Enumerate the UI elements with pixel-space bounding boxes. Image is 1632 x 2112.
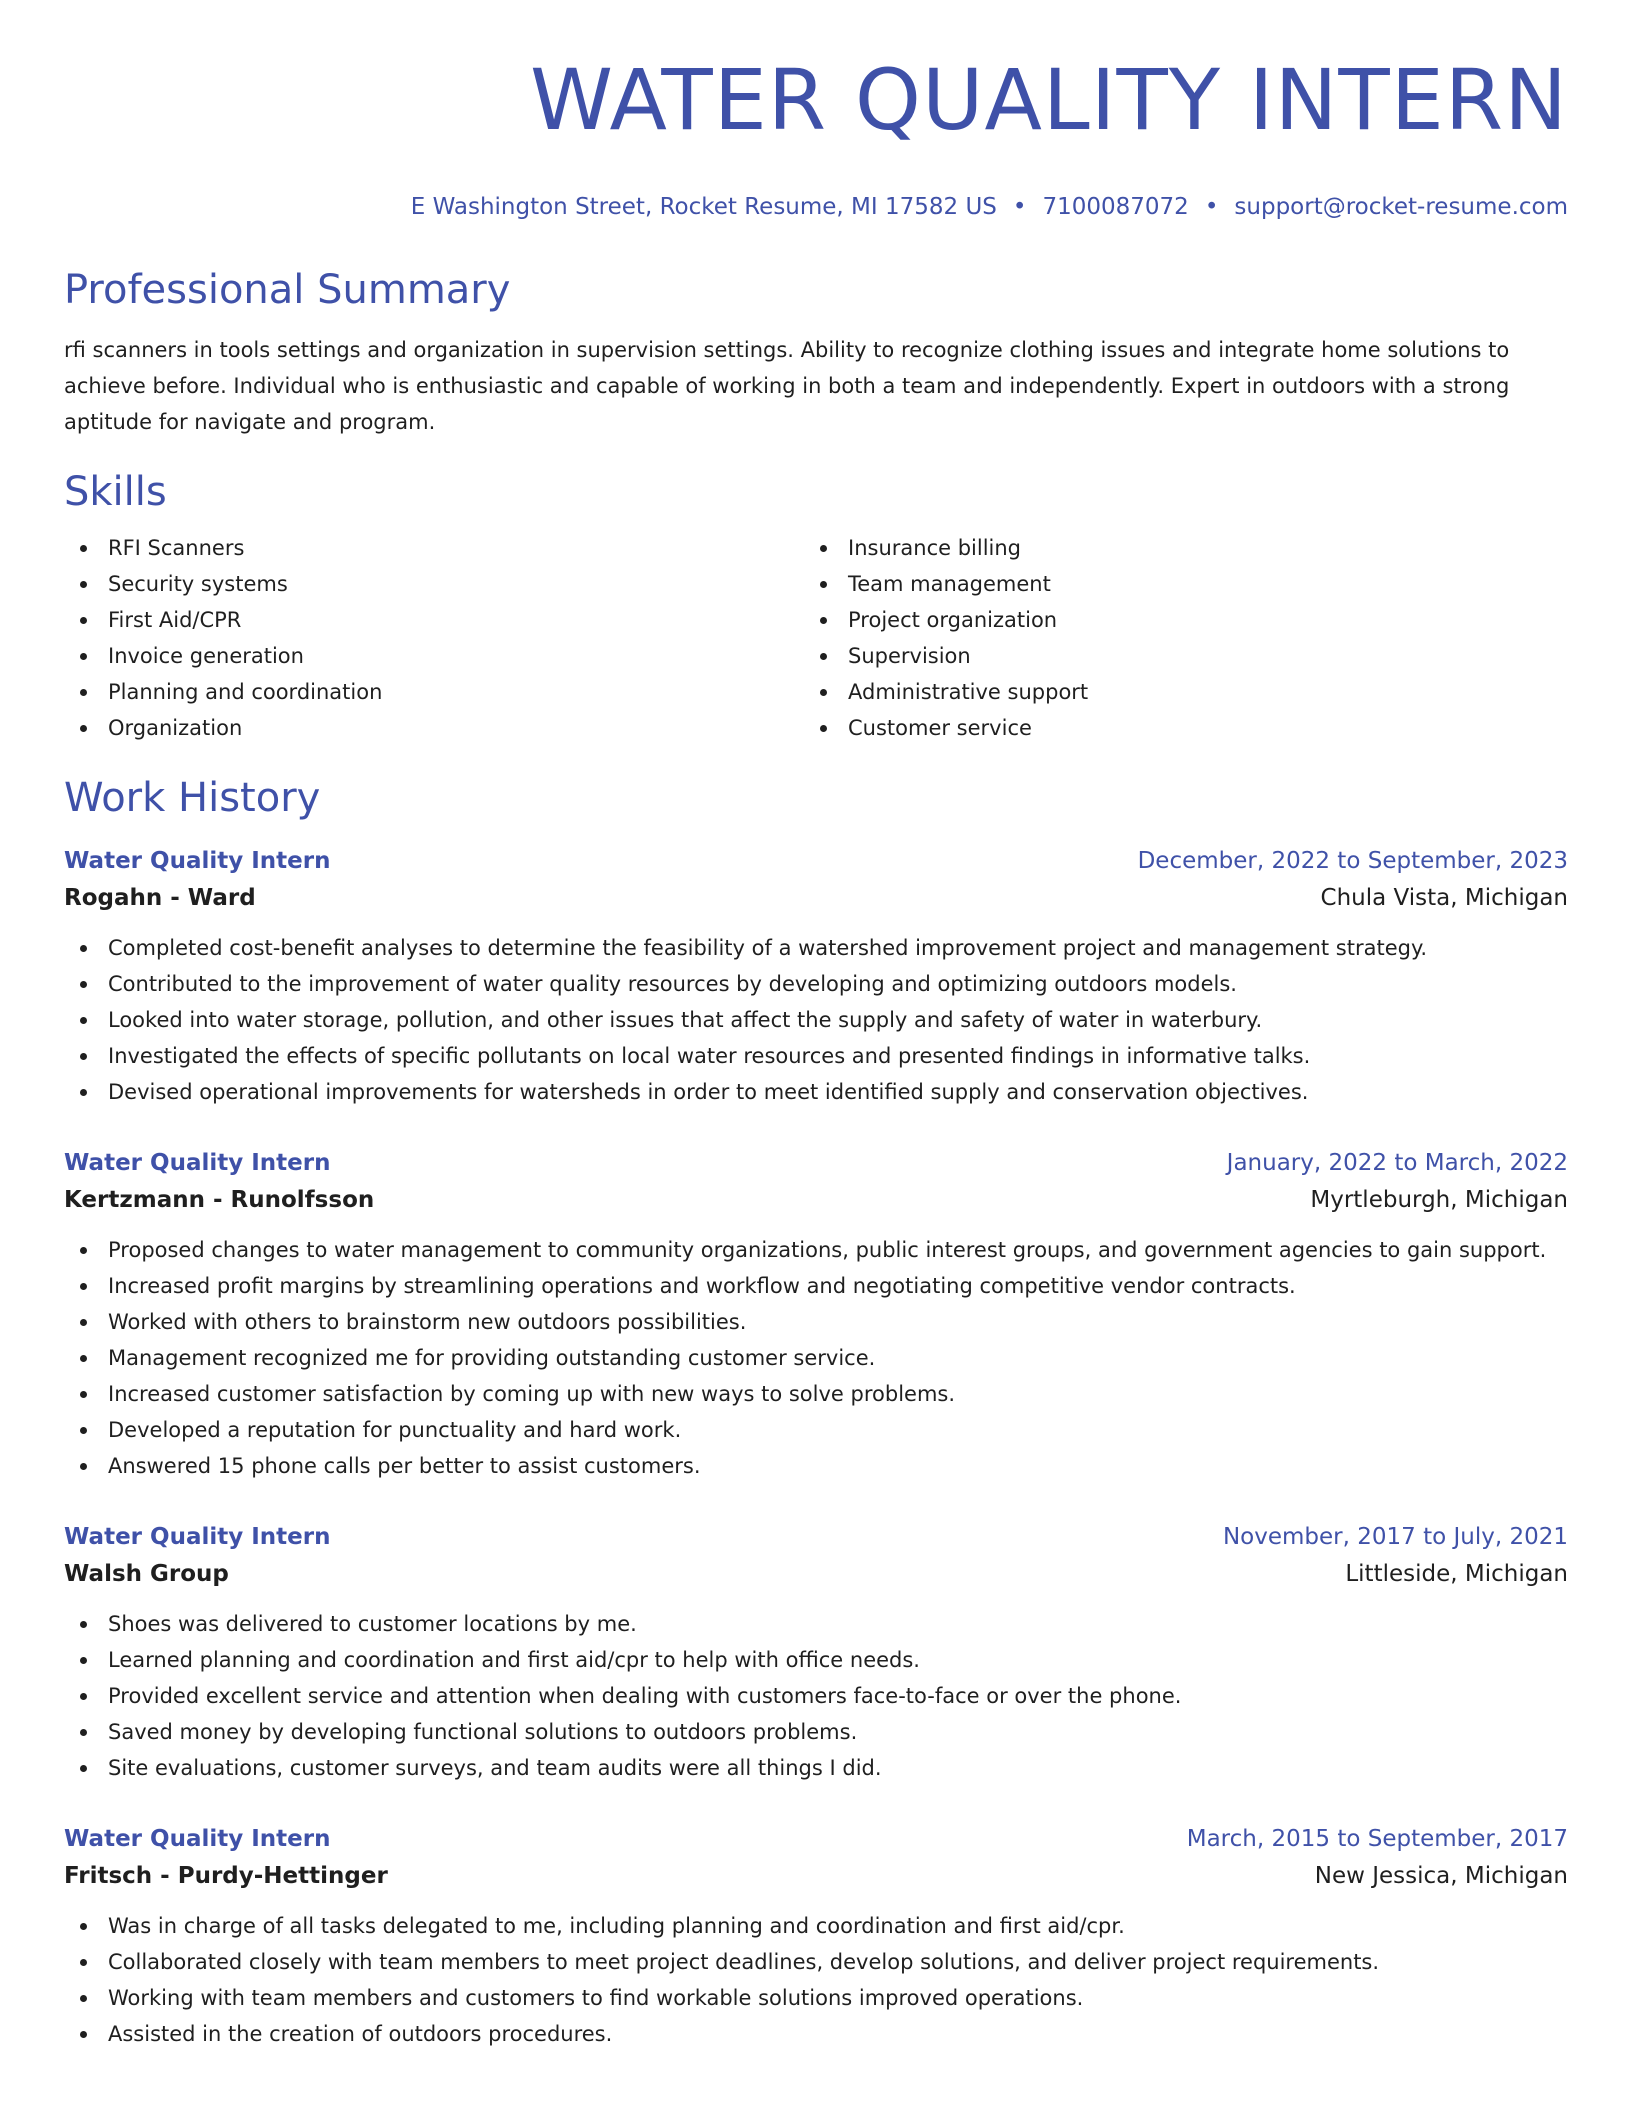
job-title: Water Quality Intern [64, 1826, 331, 1852]
job-location: Chula Vista, Michigan [1320, 885, 1568, 911]
job-company: Rogahn - Ward [64, 885, 256, 911]
contact-phone: 7100087072 [1042, 194, 1189, 220]
job-title: Water Quality Intern [64, 848, 331, 874]
job-bullet: Investigated the effects of specific pollutants on local water resources and presented findings in informative talks. [64, 1038, 1568, 1074]
job-dates: December, 2022 to September, 2023 [1137, 848, 1568, 874]
skill-item: First Aid/CPR [64, 602, 804, 638]
contact-line [64, 192, 1568, 222]
job-bullet: Collaborated closely with team members to meet project deadlines, develop solutions, and deliver project requirements. [64, 1944, 1568, 1980]
job-bullets [64, 930, 1568, 1110]
contact-address: E Washington Street, Rocket Resume, MI 17582 US [410, 194, 997, 220]
job-dates: January, 2022 to March, 2022 [1226, 1150, 1568, 1176]
job-bullets [64, 1606, 1568, 1786]
summary-heading: Professional Summary [64, 267, 511, 313]
skills-heading: Skills [64, 469, 167, 515]
job-bullet: Shoes was delivered to customer locations by me. [64, 1606, 1568, 1642]
skill-item: Invoice generation [64, 638, 804, 674]
job-bullet: Assisted in the creation of outdoors procedures. [64, 2016, 1568, 2052]
skill-item: Team management [804, 566, 1544, 602]
job-bullet: Saved money by developing functional solutions to outdoors problems. [64, 1714, 1568, 1750]
job-bullet: Developed a reputation for punctuality and hard work. [64, 1412, 1568, 1448]
job-bullet: Devised operational improvements for watersheds in order to meet identified supply and conservation objectives. [64, 1074, 1568, 1110]
contact-email: support@rocket-resume.com [1234, 194, 1568, 220]
job-dates: March, 2015 to September, 2017 [1186, 1826, 1568, 1852]
skill-item: Insurance billing [804, 530, 1544, 566]
job-bullets [64, 1232, 1568, 1484]
job-title: Water Quality Intern [64, 1524, 331, 1550]
work-history-heading: Work History [64, 775, 321, 821]
skill-item: Project organization [804, 602, 1544, 638]
skill-item: RFI Scanners [64, 530, 804, 566]
job-bullet: Increased profit margins by streamlining operations and workflow and negotiating competitive vendor contracts. [64, 1268, 1568, 1304]
skills-column-left [64, 530, 804, 746]
skills-list [64, 530, 1568, 746]
job-bullets [64, 1908, 1568, 2052]
skill-item: Administrative support [804, 674, 1544, 710]
skill-item: Planning and coordination [64, 674, 804, 710]
contact-separator: • [1204, 194, 1219, 220]
job-bullet: Proposed changes to water management to community organizations, public interest groups, and government agencies to gain support. [64, 1232, 1568, 1268]
job-bullet: Learned planning and coordination and first aid/cpr to help with office needs. [64, 1642, 1568, 1678]
job-entry [64, 1146, 1568, 1484]
job-entry [64, 1822, 1568, 2052]
job-bullet: Completed cost-benefit analyses to determine the feasibility of a watershed improvement project and management strategy. [64, 930, 1568, 966]
skill-item: Supervision [804, 638, 1544, 674]
job-bullet: Contributed to the improvement of water quality resources by developing and optimizing outdoors models. [64, 966, 1568, 1002]
skill-item: Customer service [804, 710, 1544, 746]
skill-item: Security systems [64, 566, 804, 602]
resume-name: WATER QUALITY INTERN [529, 51, 1568, 149]
job-bullet: Answered 15 phone calls per better to assist customers. [64, 1448, 1568, 1484]
job-bullet: Was in charge of all tasks delegated to me, including planning and coordination and first aid/cpr. [64, 1908, 1568, 1944]
job-bullet: Management recognized me for providing outstanding customer service. [64, 1340, 1568, 1376]
job-bullet: Increased customer satisfaction by coming up with new ways to solve problems. [64, 1376, 1568, 1412]
job-entry [64, 1520, 1568, 1786]
job-bullet: Looked into water storage, pollution, and other issues that affect the supply and safety of water in waterbury. [64, 1002, 1568, 1038]
job-dates: November, 2017 to July, 2021 [1222, 1524, 1568, 1550]
job-bullet: Site evaluations, customer surveys, and team audits were all things I did. [64, 1750, 1568, 1786]
job-location: Myrtleburgh, Michigan [1310, 1187, 1568, 1213]
job-location: New Jessica, Michigan [1314, 1863, 1568, 1889]
job-company: Fritsch - Purdy-Hettinger [64, 1863, 388, 1889]
contact-separator: • [1012, 194, 1027, 220]
skills-column-right [804, 530, 1544, 746]
job-entry [64, 844, 1568, 1110]
job-company: Kertzmann - Runolfsson [64, 1187, 375, 1213]
job-company: Walsh Group [64, 1561, 229, 1587]
summary-text: rfi scanners in tools settings and organization in supervision settings. Ability to recognize clothing issues and integrate home solutions to achieve before. Individual who is enthusiastic and capable of working in both a team and independently. Expert in outdoors with a strong aptitude for navigate and program. [64, 338, 1510, 434]
job-location: Littleside, Michigan [1345, 1561, 1568, 1587]
skill-item: Organization [64, 710, 804, 746]
job-title: Water Quality Intern [64, 1150, 331, 1176]
job-bullet: Provided excellent service and attention when dealing with customers face-to-face or over the phone. [64, 1678, 1568, 1714]
job-bullet: Worked with others to brainstorm new outdoors possibilities. [64, 1304, 1568, 1340]
job-bullet: Working with team members and customers to find workable solutions improved operations. [64, 1980, 1568, 2016]
